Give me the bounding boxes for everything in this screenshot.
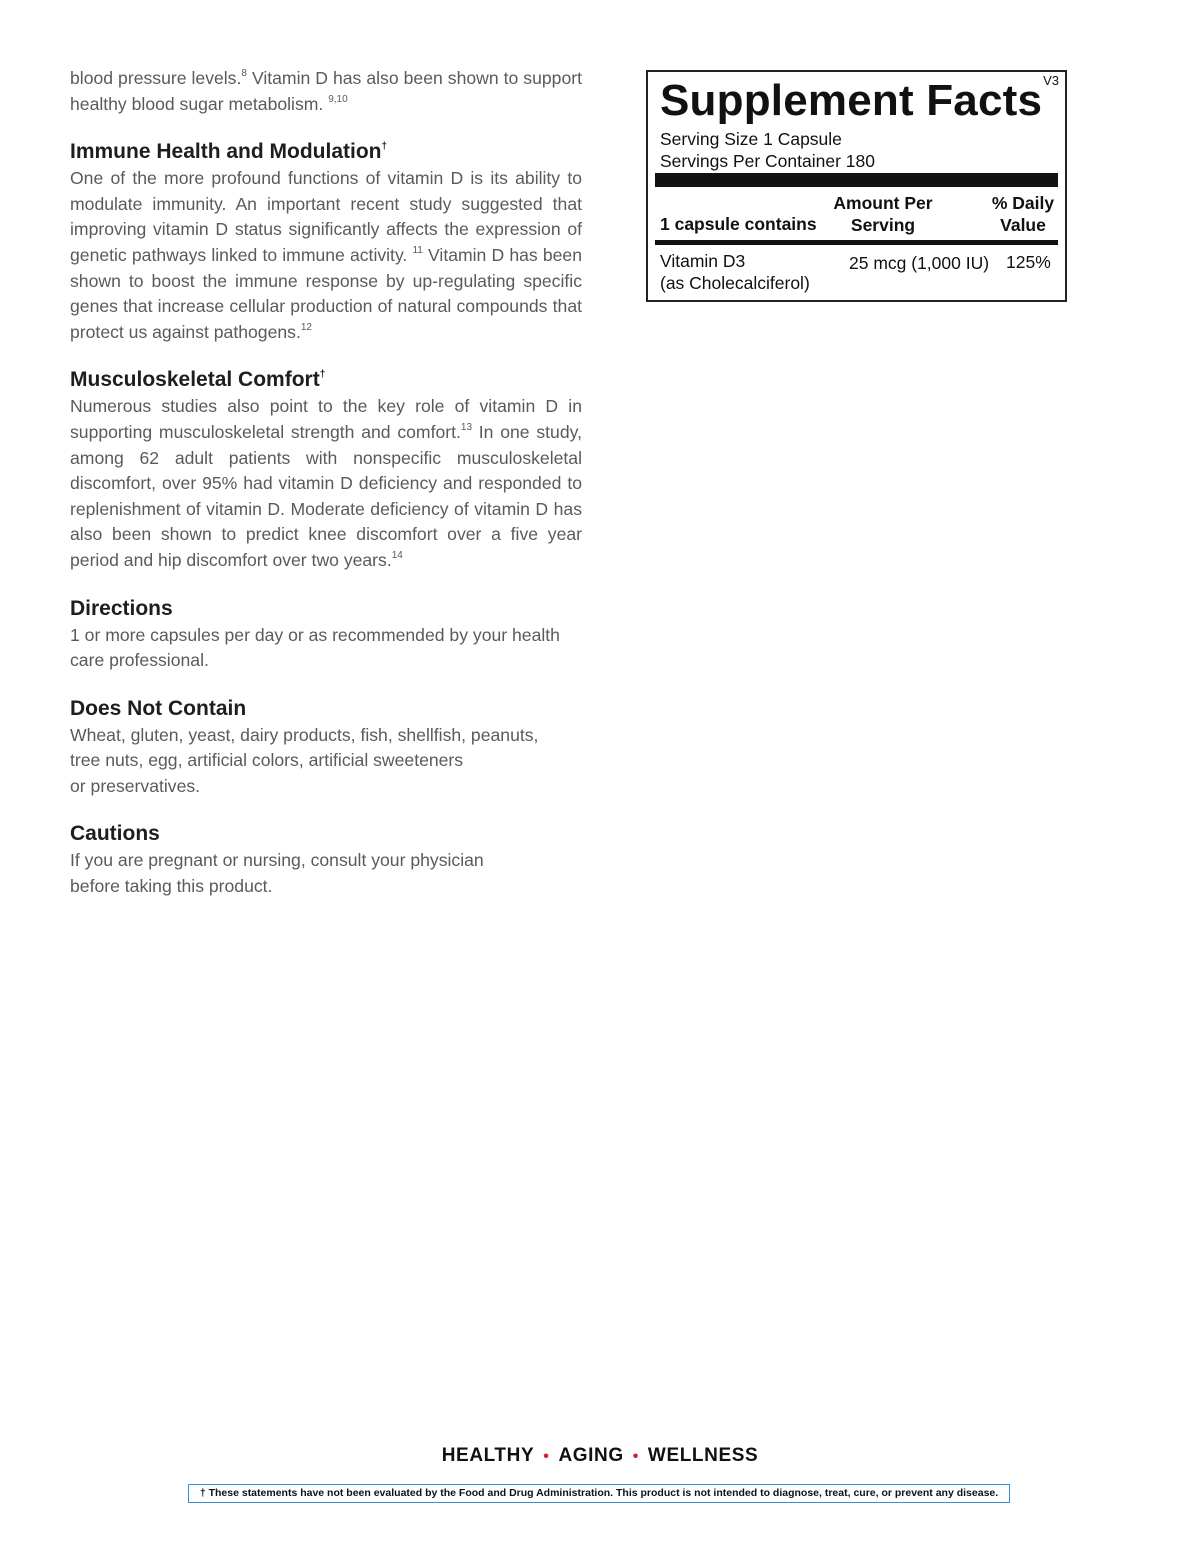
column-header-contains: 1 capsule contains: [660, 214, 817, 234]
dagger-mark: †: [381, 141, 388, 153]
cautions-line: before taking this product.: [70, 876, 273, 897]
footnote-ref: 8: [241, 68, 247, 80]
directions-text: 1 or more capsules per day or as recommended by your health care professional.: [70, 624, 560, 671]
footnote-ref: 11: [412, 245, 423, 257]
column-header-amount: Amount Per Serving: [833, 193, 933, 235]
tagline-word: HEALTHY: [441, 1445, 535, 1466]
fda-disclaimer: † These statements have not been evaluated by the Food and Drug Administration. This product is not intended to diagnose, treat, cure, or prevent any disease.: [188, 1484, 1010, 1503]
cautions-line: If you are pregnant or nursing, consult your physician: [70, 850, 484, 871]
tagline-word: AGING: [558, 1445, 624, 1466]
dagger-mark: †: [319, 369, 326, 381]
immune-text: One of the more profound functions of vitamin D is its ability to modulate immunity. An important recent study suggested that improving vitamin D status significantly affects the expression of genetic pathways linked to immune activity.: [70, 168, 582, 265]
does-not-contain-line: tree nuts, egg, artificial colors, artificial sweeteners: [70, 750, 464, 771]
musculoskeletal-paragraph: [70, 394, 582, 573]
thick-divider: [655, 173, 1058, 187]
footnote-ref: 12: [300, 321, 312, 333]
servings-per-container: Servings Per Container 180: [660, 151, 875, 171]
footnote-ref: 9,10: [328, 93, 348, 105]
immune-paragraph: [70, 166, 582, 345]
supplement-facts-panel: [646, 70, 1067, 302]
does-not-contain-line: or preservatives.: [70, 775, 201, 796]
tagline-word: WELLNESS: [647, 1445, 759, 1466]
musculoskeletal-text: Numerous studies also point to the key role of vitamin D in supporting musculoskeletal strength and comfort.: [70, 396, 582, 442]
product-description-column: [70, 66, 582, 900]
supplement-facts-title: Supplement Facts: [660, 76, 1043, 125]
nutrient-name: Vitamin D3 (as Cholecalciferol): [660, 251, 810, 293]
immune-heading: Immune Health and Modulation†: [70, 140, 388, 164]
cautions-heading: Cautions: [70, 822, 160, 846]
intro-text: Vitamin D has also been shown to support healthy blood sugar metabolism.: [70, 68, 582, 114]
version-label: V3: [1043, 73, 1059, 88]
intro-text: blood pressure levels.: [70, 68, 242, 88]
intro-paragraph: [70, 66, 582, 117]
does-not-contain-line: Wheat, gluten, yeast, dairy products, fish, shellfish, peanuts,: [70, 724, 539, 745]
nutrient-amount: 25 mcg (1,000 IU): [849, 253, 990, 273]
serving-size: Serving Size 1 Capsule: [660, 129, 842, 149]
separator-dot-icon: •: [632, 1448, 639, 1465]
nutrient-daily-value: 125%: [1006, 252, 1051, 272]
thin-divider: [655, 240, 1058, 245]
musculoskeletal-heading: Musculoskeletal Comfort†: [70, 368, 326, 392]
tagline: [0, 1445, 1200, 1467]
immune-text: Vitamin D has been shown to boost the immune response by up-regulating specific genes that increase cellular production of natural compounds that protect us against pathogens.: [70, 244, 582, 342]
musculoskeletal-text: In one study, among 62 adult patients with nonspecific musculoskeletal discomfort, over 95% had vitamin D deficiency and responded to replenishment of vitamin D. Moderate deficiency of vitamin D has also been shown to predict knee discomfort over a five year period and hip discomfort over two years.: [70, 421, 582, 570]
footnote-ref: 13: [460, 422, 473, 434]
separator-dot-icon: •: [543, 1448, 550, 1465]
directions-heading: Directions: [70, 596, 173, 620]
column-header-daily-value: % Daily Value: [991, 193, 1055, 235]
footnote-ref: 14: [391, 550, 403, 562]
does-not-contain-heading: Does Not Contain: [70, 696, 247, 720]
